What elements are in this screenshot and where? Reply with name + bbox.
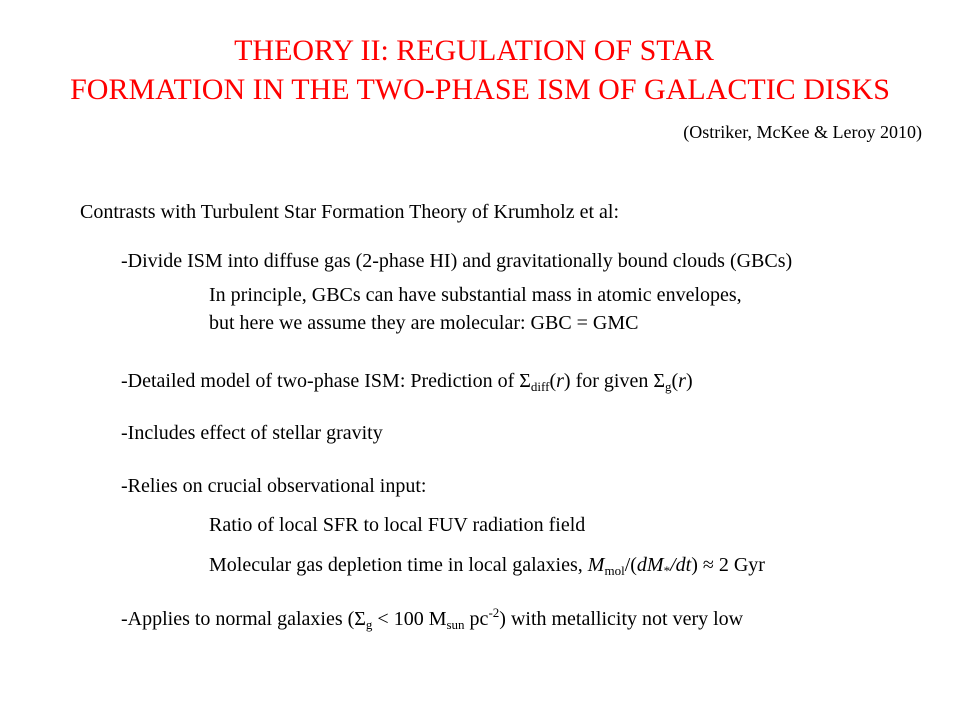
bullet-stellar-gravity: -Includes effect of stellar gravity	[121, 422, 383, 444]
depletion-dt: /dt	[670, 554, 692, 576]
depletion-prefix: Molecular gas depletion time in local galaxies,	[209, 554, 588, 576]
applies-mid: < 100 M	[372, 608, 447, 630]
detailed-var-r-2: r	[678, 370, 686, 392]
bullet-relies: -Relies on crucial observational input:	[121, 475, 427, 497]
depletion-end: ) ≈ 2 Gyr	[691, 554, 765, 576]
applies-prefix: -Applies to normal galaxies (Σ	[121, 608, 366, 630]
applies-sub-sun: sun	[446, 617, 465, 632]
detailed-paren-open-1: (	[549, 370, 557, 392]
detailed-mid: ) for given Σ	[563, 370, 665, 392]
ratio-line: Ratio of local SFR to local FUV radiation field	[209, 514, 586, 536]
citation: (Ostriker, McKee & Leroy 2010)	[683, 122, 922, 142]
depletion-M: M	[587, 554, 605, 576]
detailed-sub-diff: diff	[530, 379, 550, 394]
principle-line-1: In principle, GBCs can have substantial mass in atomic envelopes,	[209, 284, 742, 306]
applies-sub-g: g	[365, 617, 373, 632]
title-line-2: FORMATION IN THE TWO-PHASE ISM OF GALACTIC DISKS	[70, 73, 890, 106]
bullet-applies	[121, 607, 743, 631]
bullet-divide: -Divide ISM into diffuse gas (2-phase HI) and gravitationally bound clouds (GBCs)	[121, 250, 793, 272]
detailed-sub-g: g	[664, 379, 672, 394]
detailed-end: )	[685, 370, 693, 392]
intro-line: Contrasts with Turbulent Star Formation Theory of Krumholz et al:	[80, 201, 620, 223]
depletion-dM: dM	[636, 554, 664, 576]
detailed-var-r-1: r	[556, 370, 564, 392]
applies-sup: -2	[488, 605, 500, 620]
applies-mid2: pc	[464, 608, 489, 630]
applies-end: ) with metallicity not very low	[499, 608, 744, 630]
depletion-sub-mol: mol	[604, 563, 625, 578]
depletion-slash: /(	[624, 554, 637, 576]
principle-line-2: but here we assume they are molecular: GBC = GMC	[209, 312, 639, 334]
depletion-sub-star: *	[663, 563, 671, 578]
bullet-detailed-model	[121, 369, 693, 393]
depletion-line	[209, 553, 765, 577]
detailed-paren-open-2: (	[671, 370, 679, 392]
title-line-1: THEORY II: REGULATION OF STAR	[234, 34, 714, 67]
detailed-prefix: -Detailed model of two-phase ISM: Prediction of Σ	[121, 370, 531, 392]
